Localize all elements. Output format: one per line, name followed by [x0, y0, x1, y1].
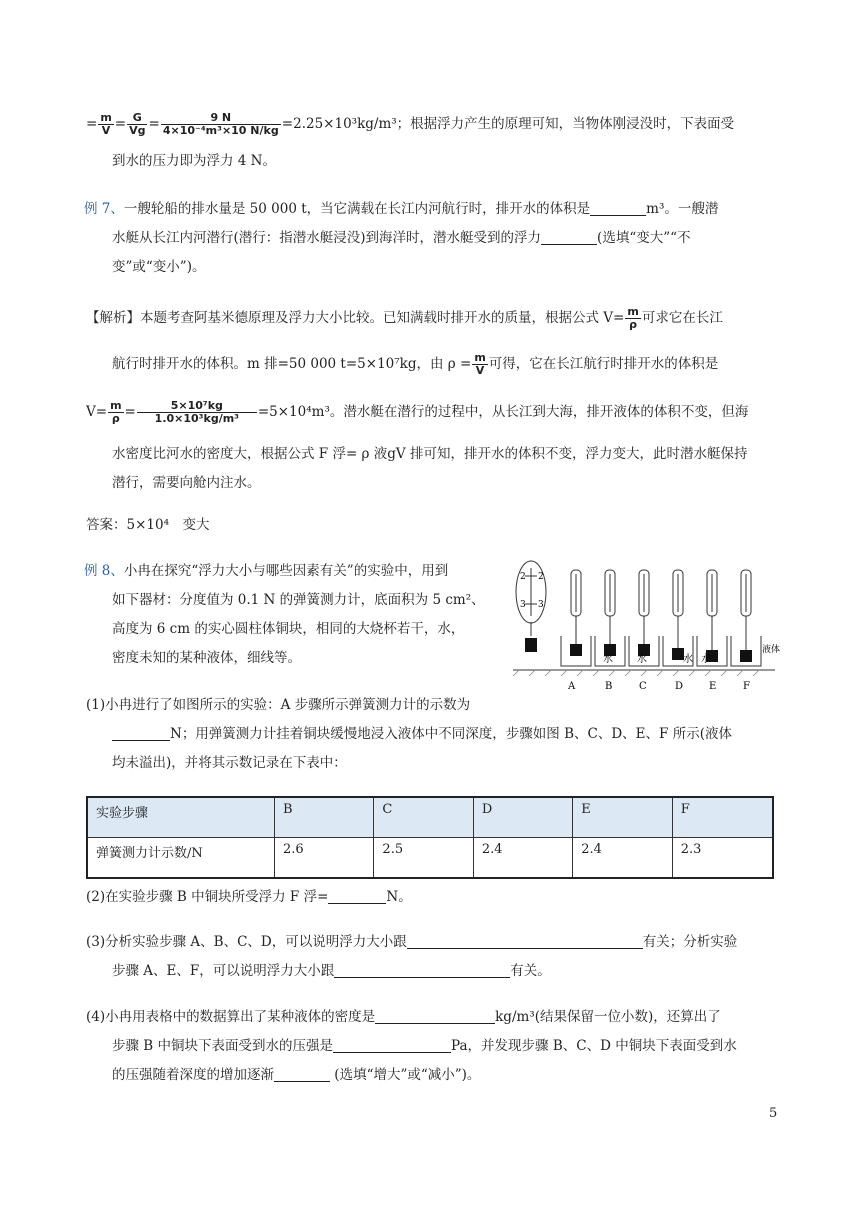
inset-tick-label: 3 — [538, 600, 544, 610]
beaker — [561, 636, 761, 666]
analysis-line-3: V= $\frac{m}{\rho}$ = $\frac{\text{5×10⁷kg}}{\text{1.0×10³kg/m³}}$ =5×10⁴m³。潜水艇在潜行的过程中，从长江到大海，排开液体的体积不变，但海 — [86, 399, 749, 425]
answer-line: 答案：5×10⁴ 变大 — [86, 517, 210, 533]
table-header-cell: C — [374, 797, 473, 838]
step-label: D — [675, 681, 684, 692]
fraction: $\frac{m}{V}$ — [100, 111, 112, 137]
table-cell: 2.3 — [672, 838, 773, 879]
answer-blank[interactable] — [407, 934, 643, 949]
step-label: A — [568, 681, 576, 692]
table-cell: 2.6 — [275, 838, 374, 879]
question-3-line-2: 步骤 A、E、F，可以说明浮力大小跟 有关。 — [112, 963, 551, 979]
example-label: 例 7、 — [84, 201, 124, 217]
example-8-line-2: 如下器材：分度值为 0.1 N 的弹簧测力计，底面积为 5 cm²、 — [112, 592, 485, 608]
table-header-cell: 实验步骤 — [87, 797, 275, 838]
answer-blank[interactable] — [274, 1067, 330, 1082]
example-8-line-4: 密度未知的某种液体，细线等。 — [112, 650, 301, 666]
question-1-line-2: N；用弹簧测力计挂着铜块缓慢地浸入液体中不同深度，步骤如图 B、C、D、E、F 所示(液体 — [112, 725, 732, 743]
answer-blank[interactable] — [112, 726, 170, 741]
analysis-line-5: 潜行，需要向舱内注水。 — [112, 475, 261, 491]
analysis-line-1: 【解析】本题考查阿基米德原理及浮力大小比较。已知满载时排开水的质量，根据公式 V= $\frac{m}{\rho}$ 可求它在长江 — [86, 305, 723, 331]
spring-scale — [706, 570, 718, 662]
table-header-row — [87, 797, 773, 838]
spring-scale — [604, 570, 616, 656]
table-cell: 2.4 — [473, 838, 572, 879]
table-header-cell: B — [275, 797, 374, 838]
table-row — [87, 838, 773, 879]
readings-table — [86, 796, 774, 879]
page-number: 5 — [769, 1106, 778, 1121]
example-7-line-3: 变”或“变小”)。 — [112, 259, 206, 275]
example-8-line-3: 高度为 6 cm 的实心圆柱体铜块，相同的大烧杯若干，水， — [112, 621, 465, 637]
table-header-cell: E — [573, 797, 672, 838]
answer-blank[interactable] — [328, 889, 386, 904]
spring-scale — [740, 570, 752, 662]
question-4-line-2: 步骤 B 中铜块下表面受到水的压强是 Pa，并发现步骤 B、C、D 中铜块下表面受到水 — [112, 1038, 737, 1054]
fraction: $\frac{9 N}{\text{4×10⁻⁴m³×10 N/kg}}$ — [161, 112, 281, 137]
answer-blank[interactable] — [590, 201, 646, 216]
table-header-cell: D — [473, 797, 572, 838]
answer-blank[interactable] — [541, 230, 597, 245]
answer-blank[interactable] — [334, 963, 510, 978]
example-7-line-1: 例 7、一艘轮船的排水量是 50 000 t，当它满载在长江内河航行时，排开水的体积是 m³。一艘潜 — [84, 201, 719, 217]
experiment-figure — [513, 558, 781, 692]
question-2-line: (2)在实验步骤 B 中铜块所受浮力 F 浮= N。 — [86, 889, 412, 905]
fraction: $\frac{m}{V}$ — [474, 351, 486, 377]
fraction: $\frac{m}{\rho}$ — [627, 305, 639, 331]
step-label: F — [743, 681, 750, 692]
example-8-line-1: 例 8、小冉在探究“浮力大小与哪些因素有关”的实验中，用到 — [84, 563, 449, 579]
step-label: B — [605, 681, 613, 692]
top-formula-line: = $\frac{m}{V}$ = $\frac{G}{Vg}$ = $\frac{9 N}{\text{4×10⁻⁴m³×10 N/kg}}$ =2.25×10³kg/m³；根据浮力产生的原理可知，当物体刚浸没时，下表面受 — [86, 111, 735, 137]
spring-scale — [570, 570, 582, 656]
spring-scale — [638, 570, 650, 656]
inset-tick-label: 2 — [520, 572, 526, 582]
analysis-line-4: 水密度比河水的密度大，根据公式 F 浮= ρ 液gV 排可知，排开水的体积不变，浮力变大，此时潜水艇保持 — [112, 446, 748, 462]
question-3-line-1: (3)分析实验步骤 A、B、C、D，可以说明浮力大小跟 有关；分析实验 — [86, 934, 738, 950]
fraction: $\frac{\text{5×10⁷kg}}{\text{1.0×10³kg/m³}}$ — [137, 400, 257, 425]
inset-tick-label: 3 — [520, 600, 526, 610]
example-7-line-2: 水艇从长江内河潜行(潜行：指潜水艇浸没)到海洋时，潜水艇受到的浮力 (选填“变大”“不 — [112, 230, 691, 246]
top-line-2: 到水的压力即为浮力 4 N。 — [112, 153, 276, 169]
fraction: $\frac{m}{\rho}$ — [110, 399, 122, 425]
question-1-line-1: (1)小冉进行了如图所示的实验：A 步骤所示弹簧测力计的示数为 — [86, 697, 471, 713]
liquid-label: 液体 — [762, 645, 781, 655]
spring-scale — [672, 570, 684, 660]
water-label: 水 — [701, 654, 711, 665]
inset-tick-label: 2 — [538, 572, 544, 582]
fraction: $\frac{G}{Vg}$ — [129, 111, 146, 137]
table-cell: 2.4 — [573, 838, 672, 879]
step-label: C — [639, 681, 647, 692]
water-label: 水 — [683, 654, 693, 665]
copper-block — [525, 638, 537, 652]
question-4-line-1: (4)小冉用表格中的数据算出了某种液体的密度是 kg/m³(结果保留一位小数)，还算出了 — [86, 1009, 721, 1025]
table-cell: 弹簧测力计示数/N — [87, 838, 275, 879]
water-label: 水 — [603, 654, 613, 665]
answer-blank[interactable] — [333, 1038, 451, 1053]
answer-blank[interactable] — [375, 1009, 495, 1024]
table-cell: 2.5 — [374, 838, 473, 879]
analysis-line-2: 航行时排开水的体积。m 排=50 000 t=5×10⁷kg，由 ρ = $\frac{m}{V}$ 可得，它在长江航行时排开水的体积是 — [112, 351, 719, 377]
table-header-cell: F — [672, 797, 773, 838]
question-1-line-3: 均未溢出)，并将其示数记录在下表中： — [112, 755, 347, 771]
water-label: 水 — [637, 654, 647, 665]
example-label: 例 8、 — [84, 563, 124, 579]
question-4-line-3: 的压强随着深度的增加逐渐 (选填“增大”或“减小”)。 — [112, 1067, 481, 1083]
step-label: E — [709, 681, 717, 692]
